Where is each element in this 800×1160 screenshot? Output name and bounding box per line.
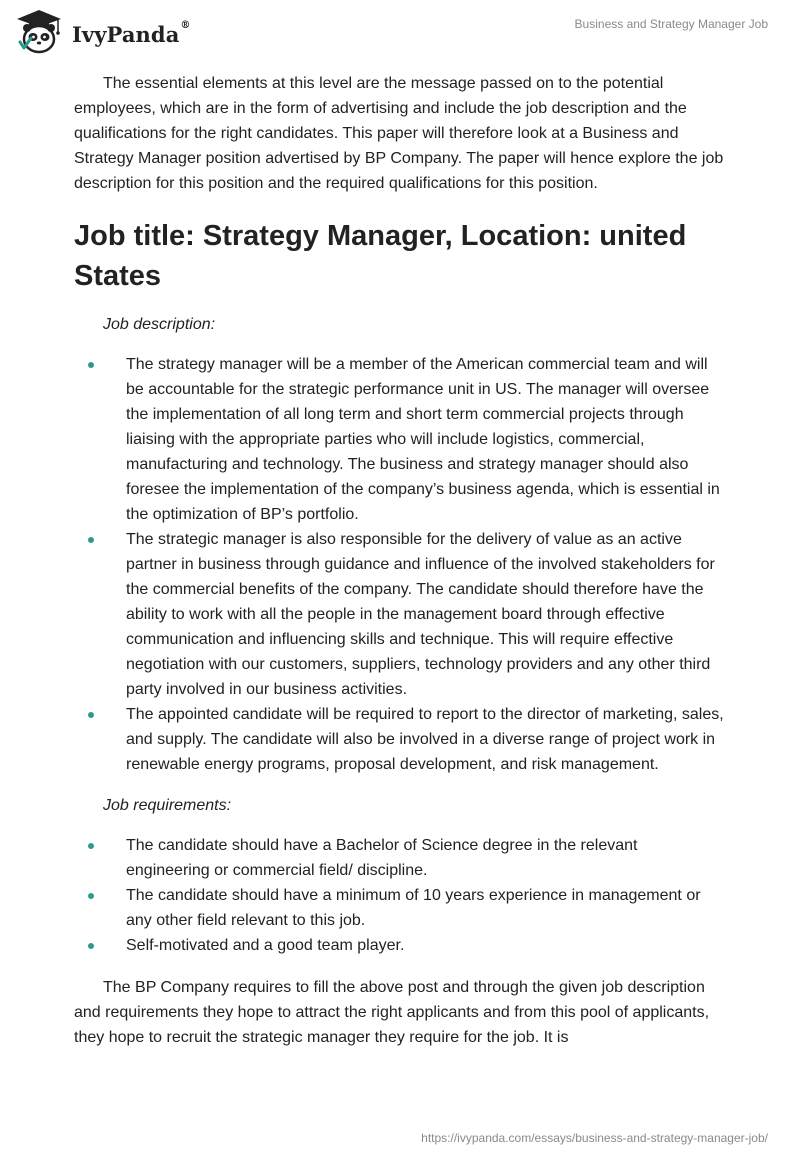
list-item-text: The candidate should have a Bachelor of Science degree in the relevant engineering or commercial field/ discipline.	[126, 837, 638, 879]
bullet-icon	[88, 893, 94, 899]
list-item	[74, 527, 724, 702]
bullet-icon	[88, 843, 94, 849]
section-heading: Job title: Strategy Manager, Location: united States	[74, 220, 687, 292]
list-item-text: The appointed candidate will be required to report to the director of marketing, sales, and supply. The candidate will also be involved in a diverse range of project work in renewable energy programs, proposal development, and risk management.	[126, 706, 724, 773]
bullet-icon	[88, 537, 94, 543]
page-header	[0, 0, 800, 64]
article-content	[74, 71, 724, 1050]
list-item-text: The strategy manager will be a member of the American commercial team and will be accountable for the strategic performance unit in US. The manager will oversee the implementation of all long term and short term commercial projects through liaising with the appropriate parties who will include logistics, commercial, manufacturing and technology. The business and strategy manager should also foresee the implementation of the company’s business agenda, which is essential in the optimization of BP’s portfolio.	[126, 356, 720, 523]
document-title: Business and Strategy Manager Job	[574, 17, 768, 31]
brand-name-text: IvyPanda	[72, 21, 180, 47]
list-item	[74, 833, 724, 883]
list-item	[74, 883, 724, 933]
list-item	[74, 933, 724, 958]
intro-paragraph: The essential elements at this level are the message passed on to the potential employees, which are in the form of advertising and include the job description and the qualifications for the right candidates. This paper will therefore look at a Business and Strategy Manager position advertised by BP Company. The paper will hence explore the job description for this position and the required qualifications for this position.	[74, 75, 724, 192]
registered-mark: ®	[180, 19, 191, 31]
list-item	[74, 352, 724, 527]
job-description-label: Job description:	[103, 316, 216, 333]
brand-logo[interactable]	[14, 8, 191, 56]
closing-paragraph: The BP Company requires to fill the above post and through the given job description and requirements they hope to attract the right applicants and from this pool of applicants, they hope to recruit the strategic manager they require for the job. It is	[74, 979, 710, 1046]
bullet-icon	[88, 362, 94, 368]
list-item-text: Self-motivated and a good team player.	[126, 937, 405, 954]
bullet-icon	[88, 712, 94, 718]
list-item-text: The strategic manager is also responsible for the delivery of value as an active partner in business through guidance and influence of the involved stakeholders for the commercial benefits of the company. The candidate should therefore have the ability to work with all the people in the management board through effective communication and influencing skills and technique. This will require effective negotiation with our customers, suppliers, technology providers and any other third party involved in our business activities.	[126, 531, 715, 698]
job-requirements-list	[74, 833, 724, 958]
bullet-icon	[88, 943, 94, 949]
panda-graduate-icon	[14, 8, 64, 56]
list-item	[74, 702, 724, 777]
job-requirements-label: Job requirements:	[103, 797, 232, 814]
job-description-list	[74, 352, 724, 777]
footer-url-link[interactable]: https://ivypanda.com/essays/business-and-strategy-manager-job/	[421, 1131, 768, 1145]
brand-name	[72, 19, 191, 47]
list-item-text: The candidate should have a minimum of 10 years experience in management or any other field relevant to this job.	[126, 887, 701, 929]
